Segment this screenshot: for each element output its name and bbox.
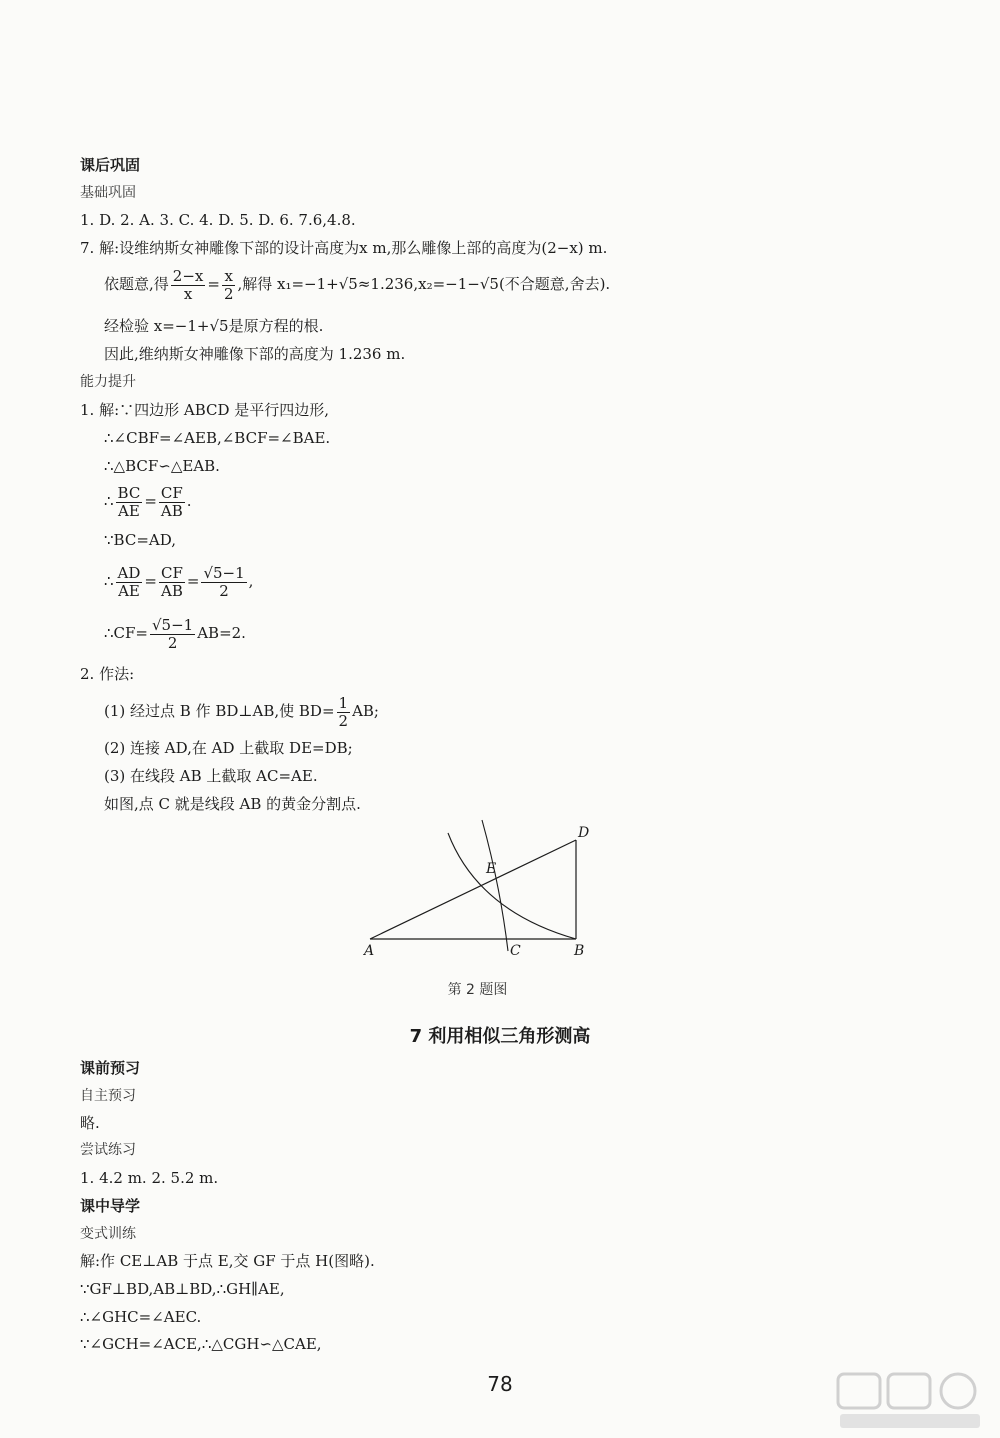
text-fragment: =	[207, 275, 220, 293]
numerator: BC	[117, 483, 141, 502]
equation-line	[104, 614, 246, 652]
subsection-label: 基础巩固	[80, 185, 136, 201]
solution-line: (3) 在线段 AB 上截取 AC=AE.	[104, 767, 318, 785]
fraction	[222, 268, 236, 303]
text-fragment: ∴CF=	[104, 624, 148, 642]
fraction	[171, 268, 206, 303]
answer-line: 1. 4.2 m. 2. 5.2 m.	[80, 1169, 219, 1187]
page-number: 78	[487, 1372, 513, 1396]
label-e: E	[486, 861, 497, 877]
equation-line	[104, 482, 192, 520]
solution-line: 1. 解:∵四边形 ABCD 是平行四边形,	[80, 401, 330, 419]
subsection-label: 自主预习	[80, 1088, 136, 1104]
solution-line: (2) 连接 AD,在 AD 上截取 DE=DB;	[104, 739, 353, 757]
text-fragment: ,解得 x₁=−1+√5≈1.236,x₂=−1−√5(不合题意,舍去).	[237, 275, 611, 293]
numerator: √5−1	[203, 563, 245, 582]
solution-line: ∴∠GHC=∠AEC.	[80, 1308, 202, 1326]
denominator: AB	[160, 501, 183, 520]
text-fragment: =	[144, 572, 157, 590]
solution-line: ∵GF⊥BD,AB⊥BD,∴GH∥AE,	[80, 1280, 285, 1298]
denominator: 2	[219, 581, 229, 600]
denominator: 2	[338, 711, 349, 730]
denominator: AE	[118, 501, 140, 520]
watermark-logo	[830, 1370, 990, 1432]
label-d: D	[578, 825, 590, 841]
equation-line	[104, 692, 379, 730]
numerator: CF	[160, 563, 183, 582]
text-fragment: =	[144, 492, 157, 510]
label-a: A	[364, 943, 375, 959]
arc-ec	[482, 820, 508, 951]
fraction	[150, 617, 195, 652]
figure-caption: 第 2 题图	[447, 982, 508, 998]
segment-ad	[370, 840, 576, 939]
solution-line: 2. 作法:	[80, 665, 135, 683]
solution-line: ∵BC=AD,	[104, 531, 176, 549]
section-heading: 课后巩固	[80, 156, 141, 174]
fraction	[201, 565, 246, 600]
solution-line: 经检验 x=−1+√5是原方程的根.	[104, 317, 324, 335]
numerator: 2−x	[172, 266, 204, 285]
equation-line	[104, 265, 610, 303]
answer-line: 1. D. 2. A. 3. C. 4. D. 5. D. 6. 7.6,4.8.	[80, 211, 356, 229]
numerator: √5−1	[152, 615, 194, 634]
solution-line: 因此,维纳斯女神雕像下部的高度为 1.236 m.	[104, 345, 406, 363]
numerator: 1	[338, 693, 349, 712]
numerator: CF	[160, 483, 183, 502]
text-fragment: ∴	[104, 572, 114, 590]
fraction	[159, 485, 185, 520]
solution-line: ∵∠GCH=∠ACE,∴△CGH∽△CAE,	[80, 1335, 322, 1353]
equation-line	[104, 562, 253, 600]
denominator: 2	[167, 633, 178, 652]
subsection-label: 变式训练	[80, 1226, 136, 1242]
label-c: C	[510, 943, 521, 959]
denominator: AE	[118, 581, 140, 600]
numerator: AD	[117, 563, 141, 582]
text-fragment: 依题意,得	[104, 275, 169, 293]
subsection-label: 尝试练习	[80, 1142, 136, 1158]
section-heading: 课中导学	[80, 1197, 141, 1215]
text-fragment: (1) 经过点 B 作 BD⊥AB,使 BD=	[104, 702, 335, 720]
fraction	[116, 485, 143, 520]
solution-line: 解:作 CE⊥AB 于点 E,交 GF 于点 H(图略).	[80, 1252, 375, 1270]
denominator: AB	[161, 581, 183, 600]
fraction	[159, 565, 185, 600]
text-fragment: =	[186, 572, 200, 590]
section-title: 7 利用相似三角形测高	[409, 1026, 591, 1047]
text-fragment: ∴	[104, 492, 114, 510]
solution-line: ∴△BCF∽△EAB.	[104, 457, 220, 475]
fraction	[116, 565, 143, 600]
text-fragment: ,	[248, 572, 254, 590]
numerator: x	[224, 266, 233, 285]
section-heading: 课前预习	[80, 1059, 141, 1077]
label-b: B	[574, 943, 585, 959]
solution-line: ∴∠CBF=∠AEB,∠BCF=∠BAE.	[104, 429, 331, 447]
text-fragment: AB;	[352, 702, 379, 720]
denominator: 2	[223, 284, 234, 303]
denominator: x	[183, 284, 193, 303]
text-fragment: AB=2.	[197, 624, 246, 642]
solution-line: 7. 解:设维纳斯女神雕像下部的设计高度为x m,那么雕像上部的高度为(2−x) m.	[80, 239, 608, 257]
solution-line: 如图,点 C 就是线段 AB 的黄金分割点.	[104, 795, 361, 813]
answer-line: 略.	[80, 1114, 100, 1132]
text-fragment: .	[186, 492, 192, 510]
fraction	[337, 695, 351, 730]
subsection-label: 能力提升	[80, 374, 136, 390]
geometry-figure	[350, 815, 610, 965]
